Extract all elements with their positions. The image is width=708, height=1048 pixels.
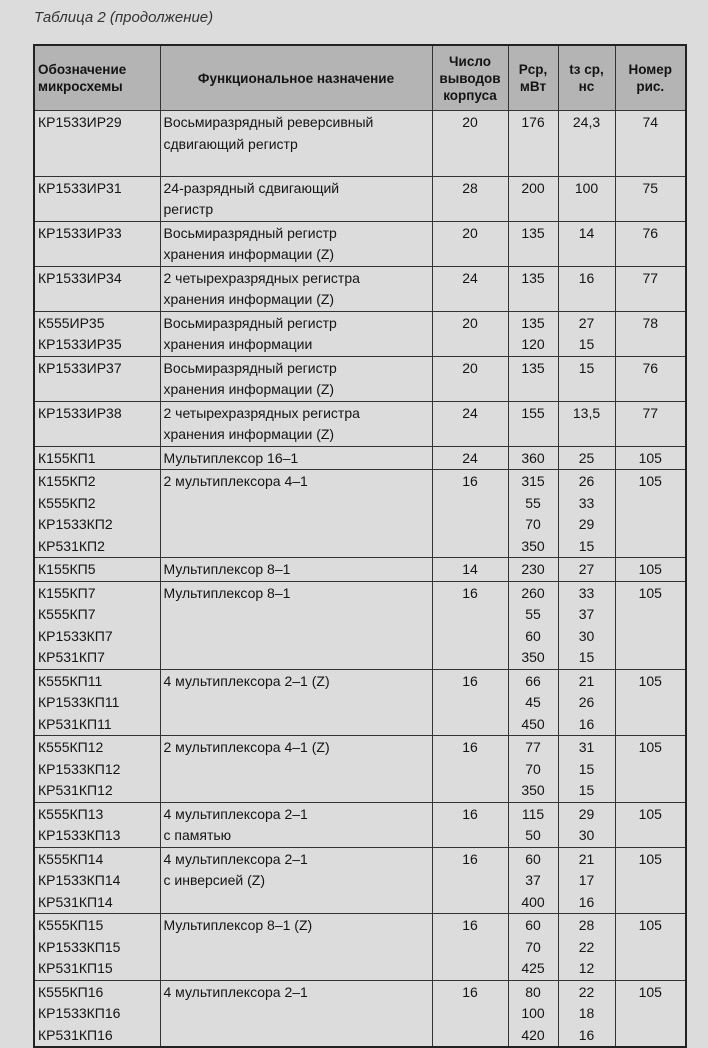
power-cell-line: 135 <box>521 314 545 331</box>
chip-name-cell <box>34 558 160 582</box>
delay-cell <box>558 736 615 803</box>
chip-name-cell <box>34 356 160 401</box>
function-cell-line: Восьмиразрядный реверсивный <box>163 114 374 130</box>
power-cell-line: 135 <box>521 269 545 286</box>
figure-cell <box>615 669 686 736</box>
figure-cell-line: 105 <box>638 672 662 689</box>
function-cell <box>160 847 432 914</box>
delay-cell-line: 33 <box>578 584 595 601</box>
chip-name-cell <box>34 470 160 558</box>
chip-name-cell-line: К555ИР35 <box>38 314 105 331</box>
chip-name-cell <box>34 914 160 981</box>
pins-cell <box>432 446 508 470</box>
delay-cell <box>558 980 615 1047</box>
figure-cell <box>615 847 686 914</box>
table-row <box>34 401 686 446</box>
figure-cell-line: 105 <box>638 584 662 601</box>
chip-name-cell-line: КР1533КП2 <box>38 516 113 532</box>
power-cell-line: 155 <box>521 404 545 421</box>
function-cell <box>160 401 432 446</box>
power-cell <box>508 221 558 266</box>
delay-cell-line: 16 <box>578 715 595 732</box>
function-cell-line: 4 мультиплексора 2–1 <box>163 983 308 1000</box>
chip-name-cell-line: КР1533ИР34 <box>38 269 122 286</box>
power-cell-line: 400 <box>521 893 545 910</box>
header-figure: Номер рис. <box>615 45 686 111</box>
delay-cell-line: 29 <box>578 516 595 532</box>
delay-cell-line: 26 <box>578 473 595 489</box>
table-row <box>34 446 686 470</box>
pins-cell-line: 20 <box>462 114 478 130</box>
chip-name-cell <box>34 736 160 803</box>
pins-cell-line: 16 <box>462 805 478 822</box>
function-cell-line: сдвигающий регистр <box>163 135 298 152</box>
power-cell <box>508 446 558 470</box>
delay-cell <box>558 111 615 177</box>
delay-cell <box>558 581 615 669</box>
chip-name-cell-line: К555КП15 <box>38 917 104 933</box>
function-cell-line: Мультиплексор 8–1 (Z) <box>163 917 313 933</box>
function-cell-line: регистр <box>163 201 214 217</box>
power-cell-line: 135 <box>521 359 545 376</box>
delay-cell-line: 27 <box>578 314 595 331</box>
power-cell-line: 37 <box>525 872 541 888</box>
chip-name-cell-line: КР1533КП7 <box>38 627 113 644</box>
pins-cell-line: 16 <box>462 917 478 933</box>
delay-cell <box>558 669 615 736</box>
power-cell-line: 176 <box>521 114 545 130</box>
table-row <box>34 581 686 669</box>
delay-cell-line: 33 <box>578 494 595 511</box>
pins-cell-line: 24 <box>462 449 478 466</box>
chip-name-cell-line: КР1533ИР29 <box>38 114 122 130</box>
table-row <box>34 847 686 914</box>
function-cell-line: хранения информации <box>163 336 313 352</box>
power-cell-line: 350 <box>521 649 545 665</box>
function-cell-line: 2 четырехразрядных регистра <box>163 404 360 421</box>
delay-cell <box>558 847 615 914</box>
power-cell-line: 350 <box>521 537 545 554</box>
delay-cell-line: 16 <box>578 269 595 286</box>
power-cell-line: 100 <box>521 1005 545 1021</box>
function-cell <box>160 311 432 356</box>
function-cell-line: с памятью <box>163 827 232 843</box>
delay-cell-line: 30 <box>578 627 595 644</box>
power-cell <box>508 558 558 582</box>
chip-name-cell-line: КР1533ИР38 <box>38 404 122 421</box>
figure-cell <box>615 980 686 1047</box>
function-cell <box>160 111 432 177</box>
power-cell-line: 315 <box>521 473 545 489</box>
power-cell-line: 60 <box>525 917 541 933</box>
power-cell-line: 45 <box>525 694 541 710</box>
chip-name-cell-line: К155КП2 <box>38 473 96 489</box>
pins-cell <box>432 111 508 177</box>
power-cell-line: 80 <box>525 983 541 1000</box>
header-chip-name: Обозначение микросхемы <box>34 45 160 111</box>
function-cell <box>160 736 432 803</box>
power-cell-line: 60 <box>525 850 541 867</box>
chip-name-cell-line: К555КП13 <box>38 805 104 822</box>
delay-cell-line: 15 <box>578 537 595 554</box>
function-cell <box>160 581 432 669</box>
power-cell-line: 135 <box>521 224 545 241</box>
table-row <box>34 802 686 847</box>
power-cell-line: 350 <box>521 782 545 798</box>
delay-cell <box>558 802 615 847</box>
chip-name-cell-line: КР531КП7 <box>38 649 105 665</box>
function-cell-line: 2 мультиплексора 4–1 (Z) <box>163 739 330 755</box>
power-cell <box>508 736 558 803</box>
figure-cell-line: 74 <box>642 114 659 130</box>
function-cell <box>160 558 432 582</box>
function-cell-line: 2 четырехразрядных регистра <box>163 269 360 286</box>
figure-cell <box>615 356 686 401</box>
chip-name-cell-line: КР531КП11 <box>38 715 112 732</box>
figure-cell <box>615 311 686 356</box>
delay-cell-line: 16 <box>578 893 595 910</box>
figure-cell-line: 76 <box>642 359 659 376</box>
figure-cell <box>615 736 686 803</box>
pins-cell-line: 24 <box>462 269 478 286</box>
function-cell-line: хранения информации (Z) <box>163 246 335 262</box>
chip-name-cell-line: К155КП5 <box>38 561 96 577</box>
pins-cell <box>432 356 508 401</box>
chip-name-cell-line: К555КП7 <box>38 606 96 622</box>
header-function: Функциональное назначение <box>160 45 432 111</box>
function-cell-line: Восьмиразрядный регистр <box>163 224 337 241</box>
chip-name-cell-line: КР531КП15 <box>38 960 113 976</box>
chip-name-cell-line: КР531КП12 <box>38 782 113 798</box>
function-cell <box>160 446 432 470</box>
pins-cell-line: 16 <box>462 983 478 1000</box>
power-cell-line: 120 <box>521 336 545 352</box>
chip-name-cell-line: КР1533КП12 <box>38 760 121 777</box>
delay-cell-line: 15 <box>578 649 595 665</box>
delay-cell-line: 28 <box>578 917 595 933</box>
power-cell-line: 115 <box>521 805 545 822</box>
power-cell <box>508 581 558 669</box>
function-cell <box>160 802 432 847</box>
pins-cell-line: 16 <box>462 584 478 601</box>
figure-cell <box>615 914 686 981</box>
delay-cell-line: 22 <box>578 938 595 955</box>
power-cell <box>508 311 558 356</box>
header-delay: tз ср, нс <box>558 45 615 111</box>
delay-cell-line: 27 <box>578 561 595 577</box>
figure-cell-line: 76 <box>642 224 659 241</box>
chip-name-cell-line: К555КП14 <box>38 850 104 867</box>
chip-name-cell-line: КР1533КП11 <box>38 694 120 710</box>
delay-cell <box>558 356 615 401</box>
delay-cell-line: 15 <box>578 760 595 777</box>
figure-cell-line: 105 <box>638 983 662 1000</box>
delay-cell-line: 37 <box>578 606 595 622</box>
power-cell-line: 66 <box>525 672 541 689</box>
chip-name-cell-line: К155КП1 <box>38 449 96 466</box>
delay-cell-line: 24,3 <box>572 114 601 130</box>
chip-name-cell-line: К555КП11 <box>38 672 103 689</box>
delay-cell-line: 16 <box>578 1026 595 1043</box>
pins-cell-line: 16 <box>462 850 478 867</box>
delay-cell-line: 31 <box>578 739 595 755</box>
power-cell-line: 200 <box>521 179 545 196</box>
chip-name-cell-line: КР1533ИР37 <box>38 359 122 376</box>
delay-cell-line: 15 <box>578 359 595 376</box>
table-row <box>34 980 686 1047</box>
figure-cell <box>615 401 686 446</box>
pins-cell <box>432 401 508 446</box>
figure-cell <box>615 802 686 847</box>
table-row <box>34 111 686 177</box>
delay-cell <box>558 311 615 356</box>
pins-cell-line: 16 <box>462 739 478 755</box>
table-row <box>34 558 686 582</box>
function-cell-line: Мультиплексор 8–1 <box>163 584 291 601</box>
power-cell-line: 420 <box>521 1026 545 1043</box>
header-pins: Число выводов корпуса <box>432 45 508 111</box>
table-row <box>34 669 686 736</box>
chip-name-cell <box>34 669 160 736</box>
figure-cell-line: 105 <box>638 739 662 755</box>
function-cell-line: 2 мультиплексора 4–1 <box>163 473 308 489</box>
chip-name-cell-line: КР1533КП16 <box>38 1005 121 1021</box>
table-row <box>34 311 686 356</box>
pins-cell <box>432 311 508 356</box>
chip-name-cell <box>34 847 160 914</box>
table-row <box>34 736 686 803</box>
power-cell-line: 450 <box>521 715 545 732</box>
delay-cell-line: 26 <box>578 694 595 710</box>
function-cell <box>160 914 432 981</box>
figure-cell <box>615 111 686 177</box>
table-row <box>34 356 686 401</box>
power-cell-line: 70 <box>525 516 541 532</box>
power-cell <box>508 914 558 981</box>
pins-cell-line: 20 <box>462 359 478 376</box>
function-cell <box>160 356 432 401</box>
power-cell <box>508 266 558 311</box>
power-cell <box>508 802 558 847</box>
delay-cell-line: 15 <box>578 336 595 352</box>
function-cell-line: Восьмиразрядный регистр <box>163 359 337 376</box>
delay-cell <box>558 266 615 311</box>
power-cell <box>508 669 558 736</box>
figure-cell <box>615 470 686 558</box>
pins-cell <box>432 558 508 582</box>
power-cell-line: 77 <box>525 739 541 755</box>
pins-cell <box>432 266 508 311</box>
chip-name-cell-line: К555КП12 <box>38 739 104 755</box>
pins-cell-line: 16 <box>462 473 478 489</box>
delay-cell-line: 30 <box>578 827 595 843</box>
delay-cell-line: 12 <box>578 960 595 976</box>
pins-cell-line: 14 <box>462 561 478 577</box>
function-cell-line: 24-разрядный сдвигающий <box>163 179 340 196</box>
power-cell-line: 50 <box>525 827 541 843</box>
chip-name-cell <box>34 221 160 266</box>
delay-cell <box>558 401 615 446</box>
pins-cell-line: 24 <box>462 404 478 421</box>
chip-name-cell-line: КР531КП14 <box>38 893 113 910</box>
function-cell-line: 4 мультиплексора 2–1 (Z) <box>163 672 330 689</box>
power-cell <box>508 111 558 177</box>
function-cell-line: хранения информации (Z) <box>163 381 335 397</box>
chip-name-cell <box>34 802 160 847</box>
function-cell-line: Мультиплексор 8–1 <box>163 561 291 577</box>
function-cell <box>160 669 432 736</box>
microchip-table <box>33 44 687 1048</box>
power-cell-line: 55 <box>525 606 541 622</box>
table-row <box>34 470 686 558</box>
delay-cell-line: 29 <box>578 805 595 822</box>
delay-cell-line: 17 <box>578 872 595 888</box>
chip-name-cell <box>34 111 160 177</box>
chip-name-cell-line: КР1533КП15 <box>38 938 121 955</box>
chip-name-cell-line: К555КП2 <box>38 494 96 511</box>
figure-cell-line: 105 <box>638 917 662 933</box>
power-cell-line: 55 <box>525 494 541 511</box>
chip-name-cell <box>34 446 160 470</box>
table-row <box>34 914 686 981</box>
figure-cell <box>615 581 686 669</box>
power-cell <box>508 356 558 401</box>
chip-name-cell <box>34 980 160 1047</box>
function-cell <box>160 470 432 558</box>
table-row <box>34 221 686 266</box>
delay-cell-line: 18 <box>578 1005 595 1021</box>
pins-cell-line: 20 <box>462 224 478 241</box>
power-cell <box>508 980 558 1047</box>
pins-cell <box>432 847 508 914</box>
figure-cell-line: 105 <box>638 561 662 577</box>
delay-cell-line: 21 <box>578 672 595 689</box>
pins-cell <box>432 176 508 221</box>
table-row <box>34 266 686 311</box>
delay-cell <box>558 558 615 582</box>
function-cell-line: с инверсией (Z) <box>163 872 265 888</box>
function-cell <box>160 980 432 1047</box>
figure-cell-line: 105 <box>638 805 662 822</box>
chip-name-cell <box>34 311 160 356</box>
figure-cell <box>615 221 686 266</box>
chip-name-cell <box>34 401 160 446</box>
pins-cell <box>432 914 508 981</box>
header-power: Pср, мВт <box>508 45 558 111</box>
pins-cell <box>432 802 508 847</box>
delay-cell-line: 100 <box>574 179 599 196</box>
delay-cell-line: 21 <box>578 850 595 867</box>
chip-name-cell <box>34 266 160 311</box>
chip-name-cell <box>34 581 160 669</box>
delay-cell <box>558 221 615 266</box>
pins-cell <box>432 221 508 266</box>
function-cell-line: хранения информации (Z) <box>163 291 335 307</box>
figure-cell <box>615 266 686 311</box>
delay-cell <box>558 914 615 981</box>
figure-cell <box>615 176 686 221</box>
power-cell-line: 230 <box>521 561 545 577</box>
chip-name-cell <box>34 176 160 221</box>
pins-cell <box>432 669 508 736</box>
delay-cell <box>558 176 615 221</box>
figure-cell-line: 105 <box>638 850 662 867</box>
delay-cell-line: 14 <box>578 224 595 241</box>
delay-cell-line: 15 <box>578 782 595 798</box>
pins-cell-line: 28 <box>462 179 478 196</box>
function-cell <box>160 221 432 266</box>
delay-cell-line: 13,5 <box>572 404 601 421</box>
chip-name-cell-line: КР531КП2 <box>38 537 105 554</box>
pins-cell <box>432 581 508 669</box>
chip-name-cell-line: КР531КП16 <box>38 1026 113 1043</box>
function-cell-line: 4 мультиплексора 2–1 <box>163 805 308 822</box>
function-cell-line: Восьмиразрядный регистр <box>163 314 337 331</box>
chip-name-cell-line: КР1533КП13 <box>38 827 121 843</box>
table-header-row <box>34 45 686 111</box>
power-cell-line: 260 <box>521 584 545 601</box>
pins-cell <box>432 980 508 1047</box>
power-cell <box>508 176 558 221</box>
power-cell <box>508 847 558 914</box>
delay-cell <box>558 446 615 470</box>
power-cell-line: 70 <box>525 938 541 955</box>
power-cell-line: 70 <box>525 760 541 777</box>
power-cell-line: 425 <box>521 960 545 976</box>
figure-cell-line: 77 <box>642 269 659 286</box>
pins-cell-line: 16 <box>462 672 478 689</box>
delay-cell-line: 22 <box>578 983 595 1000</box>
chip-name-cell-line: КР1533ИР33 <box>38 224 122 241</box>
figure-cell-line: 105 <box>638 473 662 489</box>
figure-cell-line: 105 <box>638 449 662 466</box>
pins-cell <box>432 470 508 558</box>
function-cell-line: 4 мультиплексора 2–1 <box>163 850 308 867</box>
function-cell <box>160 266 432 311</box>
table-row <box>34 176 686 221</box>
chip-name-cell-line: К555КП16 <box>38 983 104 1000</box>
figure-cell-line: 77 <box>642 404 659 421</box>
figure-cell <box>615 558 686 582</box>
chip-name-cell-line: КР1533ИР35 <box>38 336 122 352</box>
chip-name-cell-line: КР1533ИР31 <box>38 179 122 196</box>
figure-cell <box>615 446 686 470</box>
pins-cell <box>432 736 508 803</box>
function-cell <box>160 176 432 221</box>
chip-name-cell-line: К155КП7 <box>38 584 96 601</box>
pins-cell-line: 20 <box>462 314 478 331</box>
function-cell-line: хранения информации (Z) <box>163 426 335 442</box>
power-cell <box>508 401 558 446</box>
delay-cell-line: 25 <box>578 449 595 466</box>
function-cell-line: Мультиплексор 16–1 <box>163 449 299 466</box>
chip-name-cell-line: КР1533КП14 <box>38 872 121 888</box>
figure-cell-line: 75 <box>642 179 659 196</box>
power-cell <box>508 470 558 558</box>
power-cell-line: 60 <box>525 627 541 644</box>
power-cell-line: 360 <box>521 449 545 466</box>
delay-cell <box>558 470 615 558</box>
figure-cell-line: 78 <box>642 314 659 331</box>
table-caption: Таблица 2 (продолжение) <box>34 9 214 26</box>
